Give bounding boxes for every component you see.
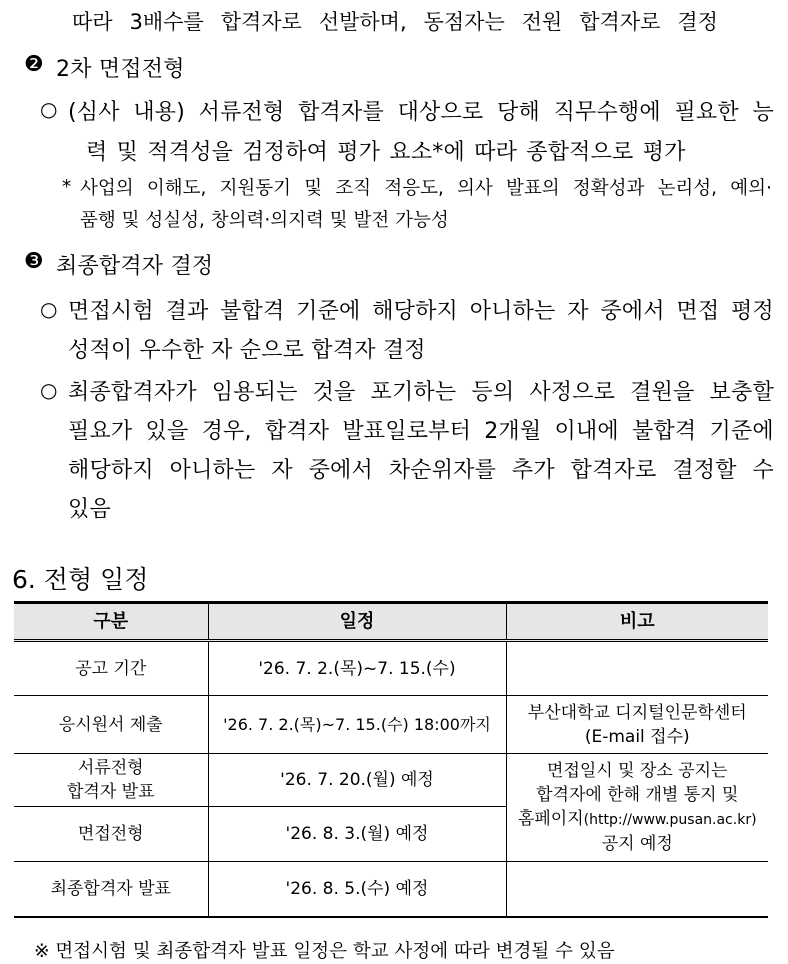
word: 전원 (521, 10, 563, 34)
header-date: 일정 (208, 603, 506, 641)
word: 결정 (677, 10, 718, 34)
word: 필요한 (674, 100, 739, 125)
word: 합격자로 (220, 10, 302, 34)
word: 수 (752, 458, 774, 483)
table-row (14, 641, 768, 696)
cell-date: '26. 8. 3.(월) 예정 (208, 807, 506, 862)
word: 해당하지 (68, 458, 154, 483)
word: 서류전형 (198, 100, 285, 125)
word: 있을 (145, 419, 189, 444)
category-line: 서류전형 (77, 758, 144, 778)
word: 평정 (730, 299, 774, 324)
section-6-heading: 6. 전형 일정 (12, 565, 149, 594)
remark-line: 공지 예정 (601, 834, 673, 854)
word: 논리성, (657, 178, 718, 199)
homepage-url: (http://www.pusan.ac.kr) (583, 812, 757, 828)
word: 중에서 (308, 458, 373, 483)
word: 및 (304, 178, 323, 199)
cell-remark (506, 696, 768, 754)
schedule-footnote: ※ 면접시험 및 최종합격자 발표 일정은 학교 사정에 따라 변경될 수 있음 (34, 941, 615, 962)
word: (심사 (68, 100, 120, 125)
section-3-bullet2-line4: 있음 (68, 497, 111, 522)
word: 이내에 (554, 419, 619, 444)
cell-category (14, 754, 208, 807)
word: 해당하지 (372, 299, 458, 324)
word: 합격자로 (570, 458, 657, 483)
header-remark: 비고 (506, 603, 768, 641)
word: 결과 (165, 299, 209, 324)
word: 자 (567, 299, 589, 324)
word: 대상으로 (397, 100, 484, 125)
word: 면접 (676, 299, 720, 324)
section-3-title: 최종합격자 결정 (56, 254, 214, 279)
word: 경우, (201, 419, 252, 444)
word: 것을 (312, 380, 356, 405)
word: 불합격 (220, 299, 285, 324)
word: 선발하며, (318, 10, 407, 34)
header-category: 구분 (14, 603, 208, 641)
remark-line: (E-mail 접수) (584, 726, 690, 747)
word: 중에서 (600, 299, 665, 324)
cell-date: '26. 7. 2.(목)~7. 15.(수) (208, 641, 506, 696)
word: 면접시험 (68, 299, 154, 324)
cell-category: 공고 기간 (14, 641, 208, 696)
remark-line: 부산대학교 디지털인문학센터 (527, 702, 747, 723)
section-3-bullet2-line2 (68, 414, 774, 445)
section-3-bullet2-line1 (68, 375, 774, 406)
note-line1 (80, 174, 772, 200)
section-2-marker: ❷ (24, 52, 44, 77)
table-row (14, 696, 768, 754)
word: 동점자는 (423, 10, 505, 34)
word: 합격자를 (298, 100, 384, 125)
word: 기준에 (296, 299, 361, 324)
section-3-marker: ❸ (24, 249, 44, 274)
bullet-icon: ○ (40, 297, 58, 321)
remark-line (511, 807, 765, 832)
word: 발표일로부터 (342, 419, 472, 444)
word: 아니하는 (469, 299, 556, 324)
cell-merged-remark (506, 754, 768, 862)
bullet-icon: ○ (40, 378, 58, 402)
homepage-label: 홈페이지 (517, 809, 584, 829)
word: 따라 (72, 10, 113, 34)
section-3-bullet1-line1 (68, 294, 774, 325)
word: 자 (271, 458, 293, 483)
word: 아니하는 (169, 458, 256, 483)
section-3-bullet1-line2: 성적이 우수한 자 순으로 합격자 결정 (68, 338, 426, 363)
word: 정확성과 (572, 178, 645, 199)
word: 이해도, (146, 178, 207, 199)
table-header-row (14, 603, 768, 641)
continuation-line (72, 6, 718, 36)
section-3-bullet2-line3 (68, 453, 774, 484)
cell-date: '26. 7. 2.(목)~7. 15.(수) 18:00까지 (208, 696, 506, 754)
cell-remark (506, 641, 768, 696)
word: 합격자로 (579, 10, 661, 34)
word: 적응도, (384, 178, 444, 199)
word: 3배수를 (129, 10, 204, 34)
cell-category: 최종합격자 발표 (14, 862, 208, 917)
cell-category: 응시원서 제출 (14, 696, 208, 754)
word: 기준에 (709, 419, 774, 444)
word: 조직 (335, 178, 372, 199)
word: 내용) (133, 100, 186, 125)
word: 능 (752, 100, 774, 125)
word: 추가 (511, 458, 555, 483)
word: 결원을 (630, 380, 695, 405)
word: 등의 (471, 380, 515, 405)
table-row (14, 862, 768, 917)
bullet-icon: ○ (40, 97, 58, 121)
cell-remark (506, 862, 768, 917)
word: 필요가 (68, 419, 133, 444)
schedule-table (14, 601, 768, 918)
section-2-paragraph-line1 (68, 95, 774, 126)
word: 보충할 (709, 380, 774, 405)
word: 차순위자를 (388, 458, 497, 483)
note-line2: 품행 및 성실성, 창의력·의지력 및 발전 가능성 (80, 210, 449, 231)
word: 당해 (497, 100, 540, 125)
cell-date: '26. 7. 20.(월) 예정 (208, 754, 506, 807)
word: 포기하는 (370, 380, 457, 405)
word: 불합격 (632, 419, 697, 444)
word: 지원동기 (219, 178, 292, 199)
cell-category: 면접전형 (14, 807, 208, 862)
remark-line: 면접일시 및 장소 공지는 (547, 761, 728, 781)
word: 임용되는 (211, 380, 298, 405)
cell-date: '26. 8. 5.(수) 예정 (208, 862, 506, 917)
word: 최종합격자가 (68, 380, 197, 405)
note-star: * (62, 177, 72, 198)
word: 결정할 (672, 458, 737, 483)
word: 의사 (457, 178, 493, 199)
table-row (14, 754, 768, 807)
word: 발표의 (506, 178, 560, 199)
category-line: 합격자 발표 (66, 782, 155, 802)
word: 예의· (730, 178, 772, 199)
word: 사업의 (80, 178, 134, 199)
section-2-paragraph-line2: 력 및 적격성을 검정하여 평가 요소*에 따라 종합적으로 평가 (86, 140, 686, 165)
remark-line: 합격자에 한해 개별 통지 및 (536, 785, 739, 805)
word: 사정으로 (529, 380, 616, 405)
word: 직무수행에 (553, 100, 661, 125)
section-2-title: 2차 면접전형 (56, 57, 185, 82)
word: 합격자 (264, 419, 330, 444)
word: 2개월 (484, 419, 542, 444)
